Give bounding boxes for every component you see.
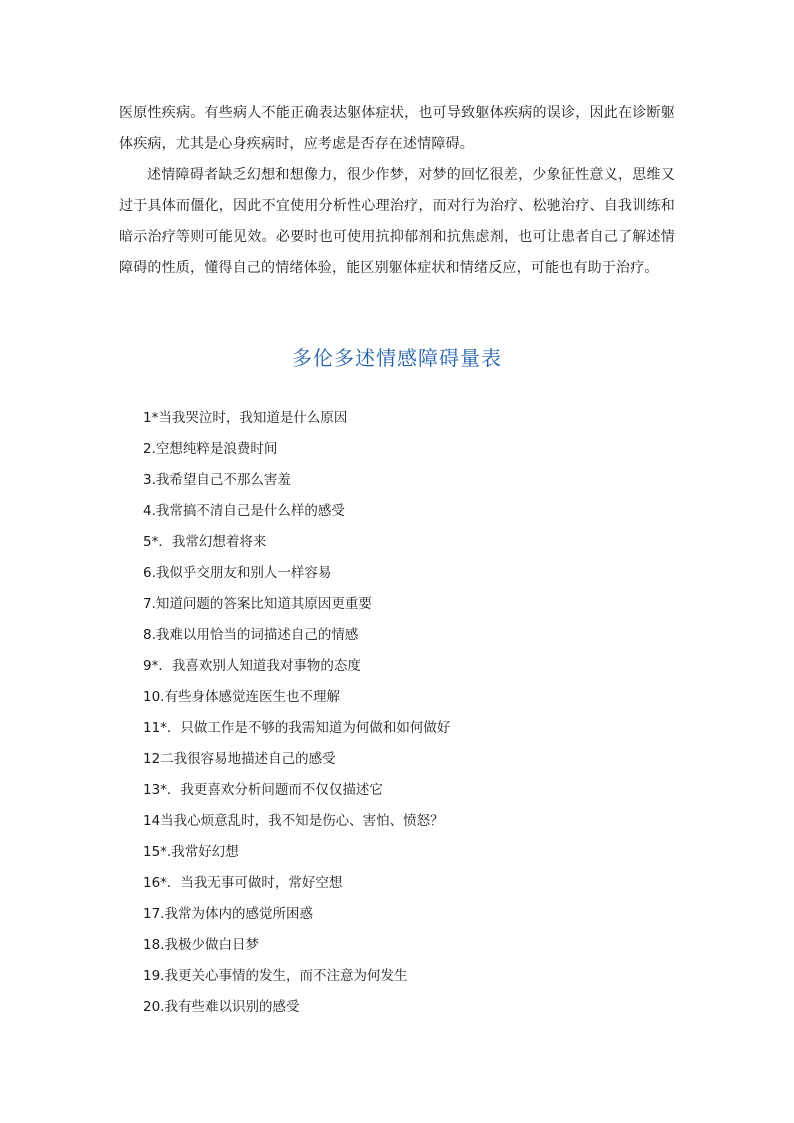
scale-item: 6.我似乎交朋友和别人一样容易 [143, 565, 332, 581]
scale-item: 19.我更关心事情的发生，而不注意为何发生 [143, 968, 408, 984]
scale-item: 15*.我常好幻想 [143, 844, 239, 860]
scale-item: 11*．只做工作是不够的我需知道为何做和如何做好 [143, 720, 451, 736]
scale-item: 12二我很容易地描述自己的感受 [143, 751, 336, 767]
scale-item: 10.有些身体感觉连医生也不理解 [143, 689, 340, 705]
scale-item: 8.我难以用恰当的词描述自己的情感 [143, 627, 359, 643]
scale-item: 1*当我哭泣时，我知道是什么原因 [143, 410, 348, 426]
scale-item: 20.我有些难以识别的感受 [143, 999, 300, 1015]
scale-item: 16*．当我无事可做时，常好空想 [143, 875, 343, 891]
scale-item: 5*．我常幻想着将来 [143, 534, 267, 550]
scale-item: 2.空想纯粹是浪费时间 [143, 441, 278, 457]
scale-item: 9*．我喜欢别人知道我对事物的态度 [143, 658, 361, 674]
scale-item: 18.我极少做白日梦 [143, 937, 259, 953]
scale-item: 14当我心烦意乱时，我不知是伤心、害怕、愤怒？ [143, 813, 444, 829]
scale-item: 17.我常为体内的感觉所困惑 [143, 906, 313, 922]
body-text [119, 98, 675, 284]
scale-item: 4.我常搞不清自己是什么样的感受 [143, 503, 345, 519]
scale-item: 7.知道问题的答案比知道其原因更重要 [143, 596, 372, 612]
scale-title: 多伦多述情感障碍量表 [292, 346, 502, 370]
paragraph-2: 述情障碍者缺乏幻想和想像力，很少作梦，对梦的回忆很差，少象征性意义，思维又过于具体而僵化，因此不宜使用分析性心理治疗，而对行为治疗、松驰治疗、自我训练和暗示治疗等则可能见效。必要时也可使用抗抑郁剂和抗焦虑剂，也可让患者自己了解述情障碍的性质，懂得自己的情绪体验，能区别躯体症状和情绪反应，可能也有助于治疗。 [119, 167, 675, 276]
scale-item: 13*．我更喜欢分析问题而不仅仅描述它 [143, 782, 383, 798]
paragraph-1: 医原性疾病。有些病人不能正确表达躯体症状，也可导致躯体疾病的误诊，因此在诊断躯体疾病，尤其是心身疾病时，应考虑是否存在述情障碍。 [119, 105, 675, 152]
scale-item-list [143, 404, 663, 1024]
scale-item: 3.我希望自己不那么害羞 [143, 472, 291, 488]
